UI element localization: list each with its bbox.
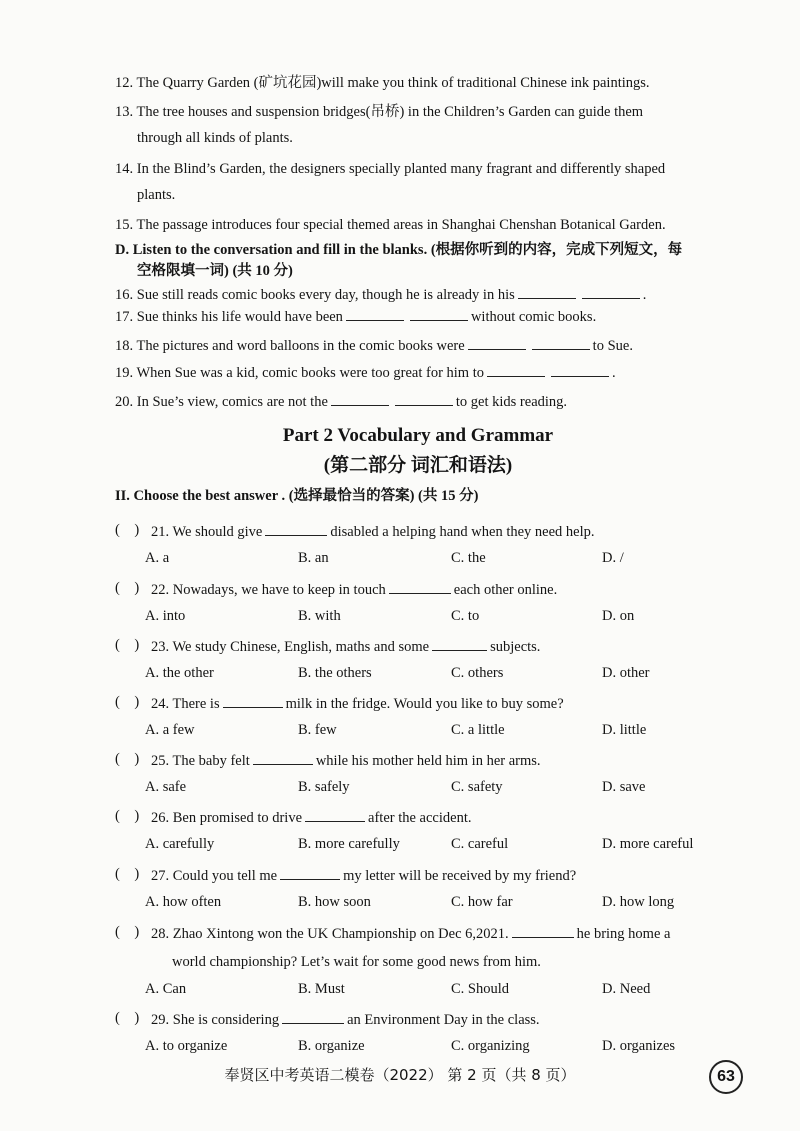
fill-item-17: 17. Sue thinks his life would have been without comic books. — [115, 309, 597, 325]
answer-blank[interactable] — [395, 392, 453, 406]
page-footer: 奉贤区中考英语二模卷（2022） 第 2 页（共 8 页） — [224, 1066, 576, 1084]
question-stem — [151, 1010, 540, 1029]
answer-blank[interactable] — [253, 751, 313, 765]
question-text-before: She is considering — [172, 1012, 280, 1028]
option-a[interactable]: A. carefully — [145, 836, 215, 852]
statement-14-cont: plants. — [137, 187, 176, 203]
answer-blank[interactable] — [582, 285, 640, 299]
question-text-after: after the accident. — [368, 810, 472, 826]
question-number: 29. — [151, 1012, 170, 1028]
option-c[interactable]: C. others — [451, 665, 504, 681]
question-stem-cont: world championship? Let’s wait for some good news from him. — [172, 954, 541, 970]
statement-text: The passage introduces four special themed areas in Shanghai Chenshan Botanical Garden. — [136, 217, 666, 233]
question-text-before: Ben promised to drive — [172, 810, 303, 826]
question-text-after: he bring home a — [576, 926, 671, 942]
answer-blank[interactable] — [518, 285, 576, 299]
question-text-before: Zhao Xintong won the UK Championship on Dec 6,2021. — [172, 926, 509, 942]
option-b[interactable]: B. Must — [298, 981, 345, 997]
option-c[interactable]: C. organizing — [451, 1038, 530, 1054]
option-b[interactable]: B. safely — [298, 779, 350, 795]
answer-blank[interactable] — [305, 808, 365, 822]
question-stem — [151, 866, 576, 885]
item-number: 14. — [115, 161, 134, 177]
option-b[interactable]: B. organize — [298, 1038, 365, 1054]
question-stem — [151, 522, 595, 541]
question-text-before: Could you tell me — [172, 868, 278, 884]
answer-blank[interactable] — [331, 392, 389, 406]
answer-bracket[interactable]: ( ) — [115, 1010, 140, 1026]
item-number: 13. — [115, 104, 134, 120]
question-text-before: We should give — [172, 524, 263, 540]
answer-bracket[interactable]: ( ) — [115, 637, 140, 653]
answer-blank[interactable] — [551, 363, 609, 377]
answer-blank[interactable] — [265, 522, 327, 536]
question-text-before: We study Chinese, English, maths and some — [172, 639, 430, 655]
question-number: 21. — [151, 524, 170, 540]
answer-blank[interactable] — [487, 363, 545, 377]
statement-text: In the Blind’s Garden, the designers specially planted many fragrant and differently shaped — [136, 161, 666, 177]
option-a[interactable]: A. how often — [145, 894, 222, 910]
question-text-after: an Environment Day in the class. — [347, 1012, 540, 1028]
answer-blank[interactable] — [410, 307, 468, 321]
answer-bracket[interactable]: ( ) — [115, 751, 140, 767]
section-d-heading-cont: 空格限填一词) (共 10 分) — [137, 263, 293, 279]
option-c[interactable]: C. a little — [451, 722, 505, 738]
option-a[interactable]: A. Can — [145, 981, 187, 997]
option-a[interactable]: A. the other — [145, 665, 214, 681]
option-b[interactable]: B. few — [298, 722, 337, 738]
question-number: 22. — [151, 582, 170, 598]
part-title: Part 2 Vocabulary and Grammar — [282, 425, 554, 446]
question-text-before: The baby felt — [172, 753, 250, 769]
answer-blank[interactable] — [432, 637, 487, 651]
statement-text: The Quarry Garden (矿坑花园)will make you think of traditional Chinese ink paintings. — [136, 75, 650, 91]
option-c[interactable]: C. careful — [451, 836, 509, 852]
question-text-after: milk in the fridge. Would you like to buy some? — [285, 696, 564, 712]
part-title-chinese: (第二部分 词汇和语法) — [323, 455, 513, 476]
answer-blank[interactable] — [389, 580, 451, 594]
answer-blank[interactable] — [512, 924, 574, 938]
option-d[interactable]: D. other — [602, 665, 650, 681]
fill-item-16: 16. Sue still reads comic books every day, though he is already in his . — [115, 287, 647, 303]
question-number: 24. — [151, 696, 170, 712]
question-number: 27. — [151, 868, 170, 884]
option-a[interactable]: A. a — [145, 550, 170, 566]
question-number: 28. — [151, 926, 170, 942]
section-d-heading: D. Listen to the conversation and fill in the blanks. (根据你听到的内容，完成下列短文，每 — [115, 242, 683, 258]
option-d[interactable]: D. save — [602, 779, 646, 795]
option-a[interactable]: A. into — [145, 608, 186, 624]
statement-13-cont: through all kinds of plants. — [137, 130, 293, 146]
answer-blank[interactable] — [282, 1010, 344, 1024]
option-b[interactable]: B. how soon — [298, 894, 371, 910]
answer-bracket[interactable]: ( ) — [115, 866, 140, 882]
option-c[interactable]: C. safety — [451, 779, 503, 795]
question-text-after: while his mother held him in her arms. — [315, 753, 541, 769]
question-text-after: my letter will be received by my friend? — [343, 868, 577, 884]
option-b[interactable]: B. with — [298, 608, 341, 624]
option-d[interactable]: D. / — [602, 550, 624, 566]
option-a[interactable]: A. to organize — [145, 1038, 228, 1054]
option-d[interactable]: D. organizes — [602, 1038, 676, 1054]
question-text-after: subjects. — [490, 639, 541, 655]
answer-bracket[interactable]: ( ) — [115, 580, 140, 596]
statement-14 — [115, 160, 665, 178]
question-stem — [151, 694, 564, 713]
question-stem — [151, 637, 540, 656]
statement-13 — [115, 103, 643, 121]
question-text-before: Nowadays, we have to keep in touch — [172, 582, 386, 598]
statement-text: The tree houses and suspension bridges(吊桥) in the Children’s Garden can guide them — [136, 104, 644, 120]
answer-blank[interactable] — [346, 307, 404, 321]
option-d[interactable]: D. Need — [602, 981, 651, 997]
fill-item-19: 19. When Sue was a kid, comic books were too great for him to . — [115, 365, 616, 381]
option-b[interactable]: B. an — [298, 550, 329, 566]
answer-blank[interactable] — [468, 336, 526, 350]
section-ii-heading: II. Choose the best answer . (选择最恰当的答案) (共 15 分) — [115, 488, 479, 504]
answer-blank[interactable] — [280, 866, 340, 880]
option-a[interactable]: A. a few — [145, 722, 195, 738]
question-stem — [151, 751, 541, 770]
question-text-before: There is — [172, 696, 220, 712]
option-c[interactable]: C. to — [451, 608, 480, 624]
option-b[interactable]: B. the others — [298, 665, 372, 681]
question-text-after: disabled a helping hand when they need help. — [330, 524, 595, 540]
question-stem — [151, 924, 670, 943]
statement-15 — [115, 216, 666, 234]
option-d[interactable]: D. little — [602, 722, 647, 738]
page-number-badge: 63 — [709, 1060, 743, 1094]
statement-12 — [115, 74, 650, 92]
item-number: 12. — [115, 75, 134, 91]
fill-item-20: 20. In Sue’s view, comics are not the to get kids reading. — [115, 394, 568, 410]
question-stem — [151, 580, 557, 599]
answer-blank[interactable] — [223, 694, 283, 708]
answer-blank[interactable] — [532, 336, 590, 350]
question-text-after: each other online. — [453, 582, 558, 598]
question-number: 25. — [151, 753, 170, 769]
question-stem — [151, 808, 471, 827]
option-d[interactable]: D. more careful — [602, 836, 694, 852]
answer-bracket[interactable]: ( ) — [115, 924, 140, 940]
answer-bracket[interactable]: ( ) — [115, 522, 140, 538]
option-b[interactable]: B. more carefully — [298, 836, 400, 852]
option-d[interactable]: D. how long — [602, 894, 675, 910]
answer-bracket[interactable]: ( ) — [115, 808, 140, 824]
fill-item-18: 18. The pictures and word balloons in the comic books were to Sue. — [115, 338, 633, 354]
question-number: 23. — [151, 639, 170, 655]
option-d[interactable]: D. on — [602, 608, 635, 624]
option-a[interactable]: A. safe — [145, 779, 187, 795]
answer-bracket[interactable]: ( ) — [115, 694, 140, 710]
option-c[interactable]: C. Should — [451, 981, 510, 997]
option-c[interactable]: C. how far — [451, 894, 513, 910]
option-c[interactable]: C. the — [451, 550, 486, 566]
item-number: 15. — [115, 217, 134, 233]
question-number: 26. — [151, 810, 170, 826]
